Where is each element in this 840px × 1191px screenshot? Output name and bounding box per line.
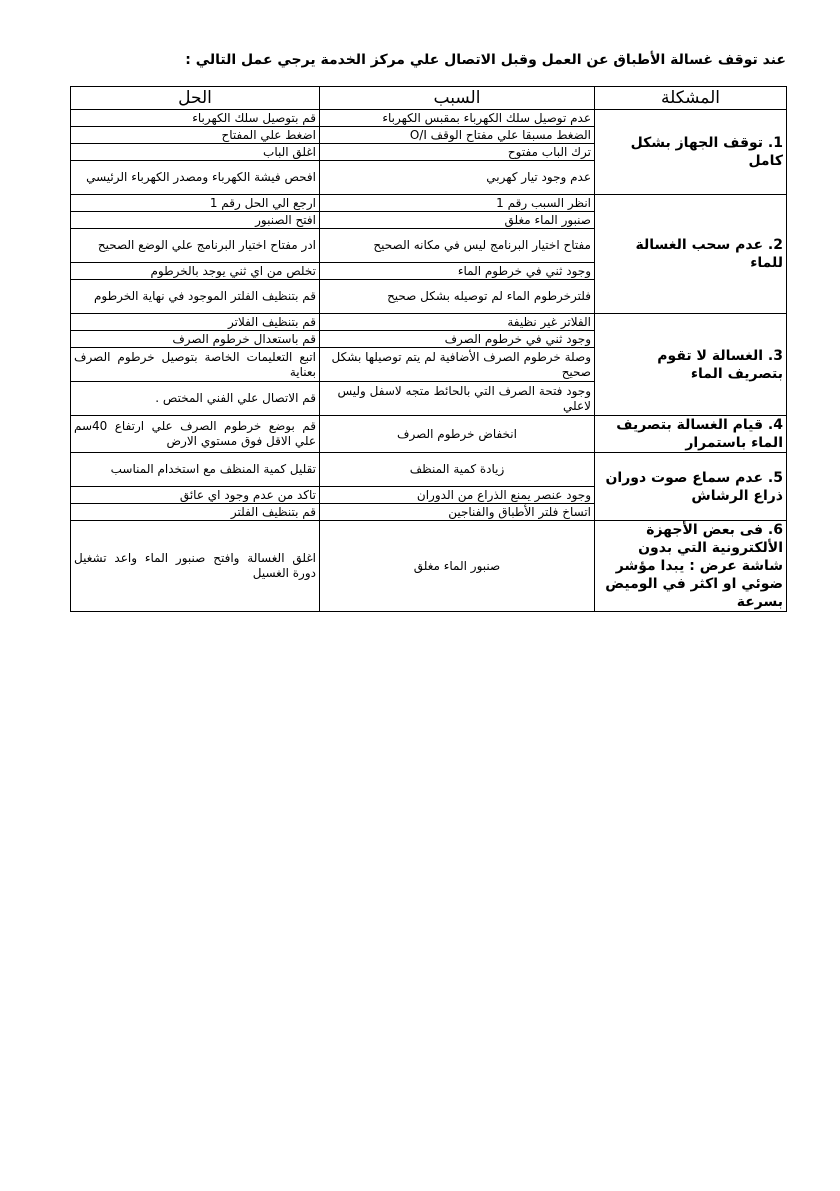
troubleshooting-table: [70, 86, 787, 612]
cause-cell: مفتاح اختيار البرنامج ليس في مكانه الصحيح: [320, 229, 595, 263]
table-row: [71, 314, 787, 331]
solution-cell: قم بتنظيف الفلتر الموجود في نهاية الخرطوم: [71, 280, 320, 314]
cause-cell: وجود ثني في خرطوم الماء: [320, 263, 595, 280]
cause-cell: ترك الباب مفتوح: [320, 144, 595, 161]
cause-cell: وجود فتحة الصرف التي بالحائط متجه لاسفل وليس لاعلي: [320, 382, 595, 416]
cause-cell: صنبور الماء مغلق: [320, 212, 595, 229]
cause-cell: انظر السبب رقم 1: [320, 195, 595, 212]
problem-cell: 3. الغسالة لا تقوم بتصريف الماء: [595, 314, 787, 416]
table-row: [71, 521, 787, 612]
solution-cell: قم بتنظيف الفلتر: [71, 504, 320, 521]
solution-cell: اضغط علي المفتاح: [71, 127, 320, 144]
solution-cell: ادر مفتاح اختيار البرنامج علي الوضع الصحيح: [71, 229, 320, 263]
table-row: [71, 453, 787, 487]
solution-cell: اتبع التعليمات الخاصة بتوصيل خرطوم الصرف بعناية: [71, 348, 320, 382]
cause-cell: وصلة خرطوم الصرف الأضافية لم يتم توصيلها بشكل صحيح: [320, 348, 595, 382]
page-intro: عند توقف غسالة الأطباق عن العمل وقبل الاتصال علي مركز الخدمة يرجي عمل التالي :: [185, 52, 786, 68]
cause-cell: اتساخ فلتر الأطباق والفناجين: [320, 504, 595, 521]
cause-cell: انخفاض خرطوم الصرف: [320, 416, 595, 453]
header-cause: السبب: [320, 87, 595, 110]
header-solution: الحل: [71, 87, 320, 110]
solution-cell: اغلق الباب: [71, 144, 320, 161]
solution-cell: قم بتنظيف الفلاتر: [71, 314, 320, 331]
table-row: [71, 110, 787, 127]
table-row: [71, 416, 787, 453]
solution-cell: قم بتوصيل سلك الكهرباء: [71, 110, 320, 127]
table-header-row: [71, 87, 787, 110]
cause-cell: الضغط مسبقا علي مفتاح الوقف O/I: [320, 127, 595, 144]
cause-cell: عدم توصيل سلك الكهرباء بمقبس الكهرباء: [320, 110, 595, 127]
problem-cell: 4. قيام الغسالة بتصريف الماء باستمرار: [595, 416, 787, 453]
problem-cell: 1. توقف الجهاز بشكل كامل: [595, 110, 787, 195]
cause-cell: وجود عنصر يمنع الذراع من الدوران: [320, 487, 595, 504]
solution-cell: افحص فيشة الكهرباء ومصدر الكهرباء الرئيسي: [71, 161, 320, 195]
solution-cell: اغلق الغسالة وافتح صنبور الماء واعد تشغيل دورة الغسيل: [71, 521, 320, 612]
solution-cell: قم باستعدال خرطوم الصرف: [71, 331, 320, 348]
cause-cell: فلترخرطوم الماء لم توصيله بشكل صحيح: [320, 280, 595, 314]
solution-cell: تاكد من عدم وجود اي عائق: [71, 487, 320, 504]
solution-cell: تخلص من اي ثني يوجد بالخرطوم: [71, 263, 320, 280]
solution-cell: قم الاتصال علي الفني المختص .: [71, 382, 320, 416]
solution-cell: تقليل كمية المنظف مع استخدام المناسب: [71, 453, 320, 487]
table-row: [71, 195, 787, 212]
cause-cell: صنبور الماء مغلق: [320, 521, 595, 612]
solution-cell: افتح الصنبور: [71, 212, 320, 229]
solution-cell: قم بوضع خرطوم الصرف علي ارتفاع 40سم علي الاقل فوق مستوي الارض: [71, 416, 320, 453]
problem-cell: 6. فى بعض الأجهزة الألكترونية التي بدون شاشة عرض : يبدا مؤشر ضوئي او اكثر في الوميض بسرعة: [595, 521, 787, 612]
problem-cell: 2. عدم سحب الغسالة للماء: [595, 195, 787, 314]
cause-cell: الفلاتر غير نظيفة: [320, 314, 595, 331]
solution-cell: ارجع الي الحل رقم 1: [71, 195, 320, 212]
problem-cell: 5. عدم سماع صوت دوران ذراع الرشاش: [595, 453, 787, 521]
cause-cell: وجود ثني في خرطوم الصرف: [320, 331, 595, 348]
header-problem: المشكلة: [595, 87, 787, 110]
cause-cell: عدم وجود تيار كهربي: [320, 161, 595, 195]
cause-cell: زيادة كمية المنظف: [320, 453, 595, 487]
